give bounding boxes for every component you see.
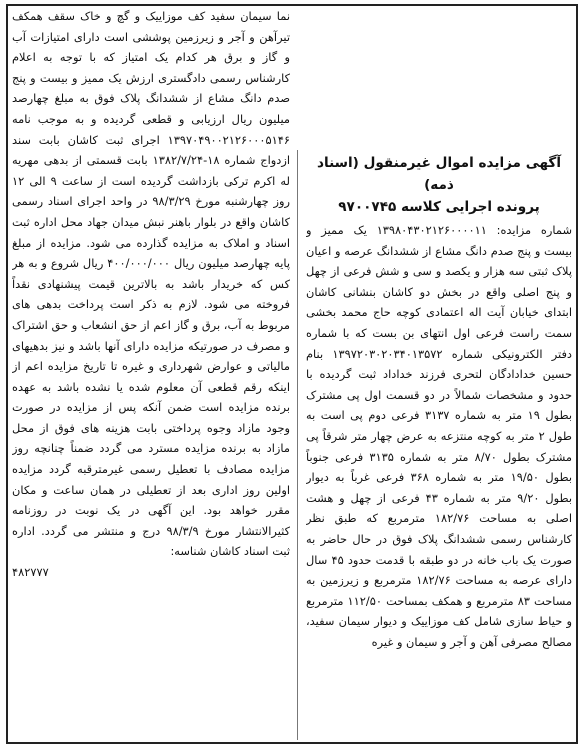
column-divider xyxy=(297,150,298,740)
notice-column-right xyxy=(306,6,572,738)
notice-file-number: پرونده اجرایی کلاسه ۹۷۰۰۷۴۵ xyxy=(338,199,540,215)
notice-body: شماره مزایده: ۱۳۹۸۰۴۳۰۲۱۲۶۰۰۰۰۱۱ یک ممیز و بیست و پنج صدم دانگ مشاع از ششدانگ عرصه و اعیان پلاک ثبتی سه هزار و یکصد و سی و شش فرعی از چهل و پنج اصلی واقع در بخش دو کاشان بنشانی کاشان ابتدای خیابان آیت اله اعتمادی کوچه حاج محمد بخشی سمت راست فرعی اول انتهای بن بست که با شماره دفتر الکترونیکی شماره ۱۳۹۷۲۰۳۰۲۰۳۴۰۱۳۵۷۲ بنام حسین خدادادگان لتحری فرزند خداداد ثبت گردیده با حدود و مشخصات شمالاً در دو قسمت اول پی مشترک بطول ۱۹ متر به شماره ۳۱۳۷ فرعی دوم پی است به طول ۲ متر به کوچه منتزعه به عرض چهار متر شرقاً پی مشترک بطول ۸/۷۰ متر به شماره ۳۱۳۵ فرعی جنوباً بطول ۱۹/۵۰ متر به شماره ۳۶۸ فرعی غرباً به دیوار بطول ۹/۲۰ متر به شماره ۴۳ فرعی از چهل و هشت اصلی به مساحت ۱۸۲/۷۶ مترمربع که طبق نظر کارشناس رسمی ششدانگ پلاک فوق در حال حاضر به صورت یک باب خانه در دو طبقه با قدمت حدود ۴۵ سال دارای عرصه به مساحت ۱۸۲/۷۶ مترمربع و زیرزمین به مساحت ۸۳ مترمربع و همکف بمساحت ۱۱۲/۵۰ مترمربع و حیاط سازی شامل کف موزاییک و دیوار سیمان سفید، مصالح مصرفی آهن و آجر و سیمان و غیره xyxy=(306,223,572,649)
notice-title: آگهی مزایده اموال غیرمنقول (اسناد ذمه) xyxy=(316,155,562,193)
notice-body-continued: نما سیمان سفید کف موزاییک و گچ و خاک سقف همکف تیرآهن و آجر و زیرزمین پوششی است دارای امتیازات آب و گاز و برق هر کدام یک امتیاز که با توجه به اعلام کارشناس رسمی دادگستری ارزش یک ممیز و بیست و پنج صدم دانگ مشاع از ششدانگ پلاک فوق به مبلغ چهارصد میلیون ریال ارزیابی و قطعی گردیده و به موجب نامه ۱۳۹۷۰۴۹۰۰۲۱۲۶۰۰۰۵۱۴۶ اجرای ثبت کاشان بابت سند ازدواج شماره ۱۸-۱۳۸۲/۷/۲۴ بابت قسمتی از بدهی مهریه له اکرم ترکی بازداشت گردیده است از ساعت ۹ الی ۱۲ روز چهارشنبه مورخ ۹۸/۳/۲۹ در واحد اجرای اسناد رسمی کاشان واقع در بلوار باهنر نبش میدان جهاد محل اداره ثبت اسناد و املاک به مزایده گذارده می شود. مزایده از مبلغ پایه چهارصد میلیون ریال ۴۰۰/۰۰۰/۰۰۰ ریال شروع و به هر کس که خریدار باشد به بالاترین قیمت پیشنهادی نقداً فروخته می شود. لازم به ذکر است پرداخت بدهی های مربوط به آب، برق و گاز اعم از حق انشعاب و حق اشتراک و مصرف در صورتیکه مزایده دارای آنها باشد و نیز بدهیهای مالیاتی و عوارض شهرداری و غیره تا تاریخ مزایده اعم از اینکه رقم قطعی آن معلوم شده یا نشده باشد به عهده برنده مزایده است ضمن آنکه پس از مزایده در صورت وجود مازاد وجوه پرداختی بابت هزینه های فوق از محل مازاد به برنده مزایده مسترد می گردد ضمناً چنانچه روز مزایده مصادف با تعطیل رسمی غیرمترقبه گردد مزایده اولین روز اداری بعد از تعطیلی در همان ساعت و مکان مقرر خواهد بود. این آگهی در یک نوبت در روزنامه کثیرالانتشار مورخ ۹۸/۳/۹ درج و منتشر می گردد. اداره ثبت اسناد کاشان شناسه: xyxy=(12,9,290,559)
notice-column-left xyxy=(12,6,290,738)
notice-id: ۴۸۲۷۷۷ xyxy=(12,565,49,580)
